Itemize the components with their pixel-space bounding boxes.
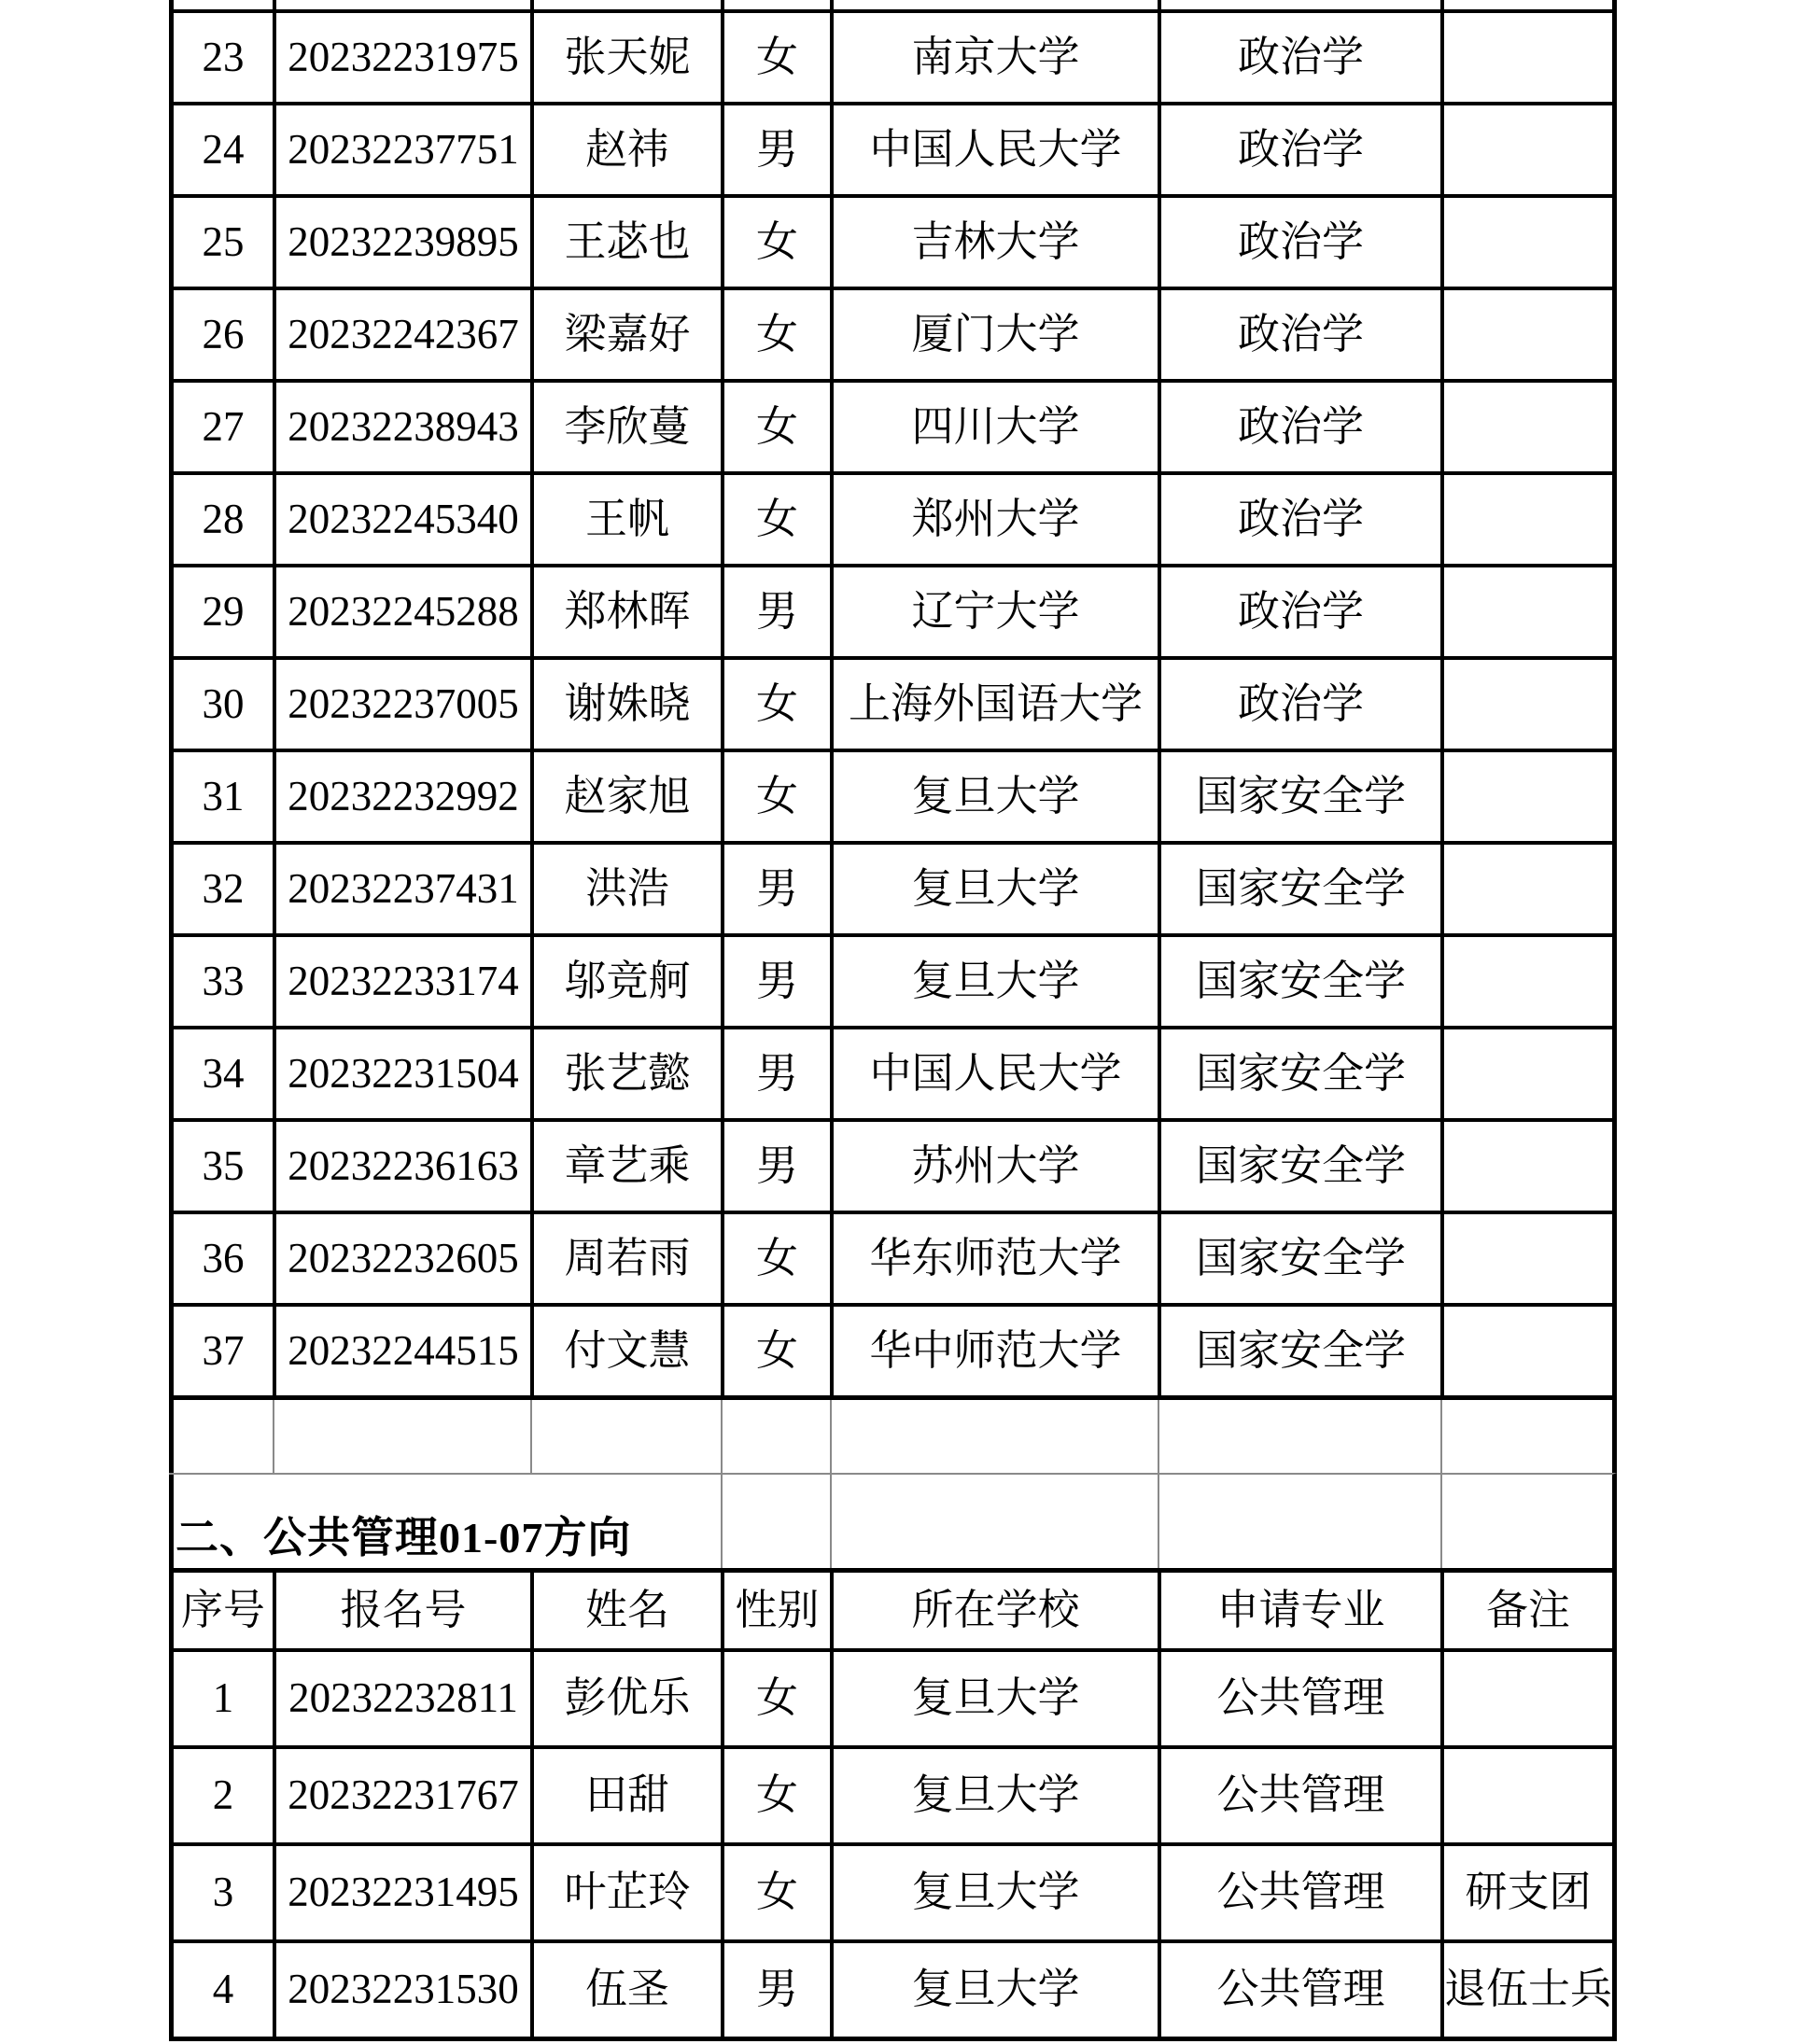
table-row (169, 1026, 1617, 1118)
section-title: 二、公共管理01-07方向 (169, 1475, 721, 1568)
section-title-row (169, 1473, 1617, 1568)
applicants-table (169, 0, 1617, 2041)
empty-cell (273, 0, 530, 9)
cell-major: 国家安全学 (1158, 1029, 1440, 1118)
cell-remark: 退伍士兵 (1440, 1943, 1612, 2037)
cell-school: 厦门大学 (830, 290, 1158, 379)
header-gender: 性别 (721, 1573, 830, 1648)
table-row (169, 1745, 1617, 1842)
cell-school: 复旦大学 (830, 1846, 1158, 1939)
header-registration-number: 报名号 (273, 1573, 530, 1648)
cell-registration-number: 20232237751 (273, 105, 530, 194)
cell-serial: 31 (169, 752, 273, 841)
cell-school: 复旦大学 (830, 1652, 1158, 1745)
empty-cell (1440, 1400, 1612, 1473)
cell-major: 政治学 (1158, 290, 1440, 379)
table-row (169, 564, 1617, 656)
cell-serial: 2 (169, 1749, 273, 1842)
cell-remark (1440, 1307, 1612, 1395)
cell-major: 政治学 (1158, 660, 1440, 749)
table-row (169, 102, 1617, 194)
cell-major: 国家安全学 (1158, 1122, 1440, 1211)
cell-remark (1440, 1652, 1612, 1745)
header-serial: 序号 (169, 1573, 273, 1648)
cell-registration-number: 20232231495 (273, 1846, 530, 1939)
cell-remark (1440, 1214, 1612, 1303)
table-row (169, 194, 1617, 287)
table-row (169, 1303, 1617, 1395)
cell-gender: 男 (721, 1122, 830, 1211)
cell-major: 公共管理 (1158, 1652, 1440, 1745)
cell-registration-number: 20232232811 (273, 1652, 530, 1745)
cell-remark (1440, 845, 1612, 933)
table-row (169, 287, 1617, 379)
cell-major: 国家安全学 (1158, 752, 1440, 841)
empty-cell (273, 1400, 530, 1473)
cell-gender: 女 (721, 475, 830, 564)
cell-registration-number: 20232236163 (273, 1122, 530, 1211)
cell-registration-number: 20232238943 (273, 383, 530, 471)
cell-school: 复旦大学 (830, 937, 1158, 1026)
table-row (169, 656, 1617, 749)
cell-remark (1440, 1029, 1612, 1118)
cell-gender: 女 (721, 1749, 830, 1842)
table2-body (169, 1648, 1617, 2037)
cell-registration-number: 20232232992 (273, 752, 530, 841)
empty-cell (1440, 1475, 1612, 1568)
empty-row (169, 1395, 1617, 1473)
cell-school: 复旦大学 (830, 1749, 1158, 1842)
cell-major: 国家安全学 (1158, 937, 1440, 1026)
cell-remark (1440, 105, 1612, 194)
cutoff-row (169, 0, 1617, 9)
cell-registration-number: 20232232605 (273, 1214, 530, 1303)
cell-gender: 男 (721, 1943, 830, 2037)
cell-major: 政治学 (1158, 475, 1440, 564)
empty-cell (1158, 1400, 1440, 1473)
empty-cell (530, 1400, 721, 1473)
table-row (169, 379, 1617, 471)
cell-major: 公共管理 (1158, 1846, 1440, 1939)
cell-name: 梁嘉好 (530, 290, 721, 379)
cell-remark (1440, 198, 1612, 287)
empty-cell (530, 0, 721, 9)
cell-gender: 女 (721, 198, 830, 287)
table-row (169, 1648, 1617, 1745)
cell-gender: 女 (721, 290, 830, 379)
cell-major: 政治学 (1158, 105, 1440, 194)
cell-registration-number: 20232245288 (273, 567, 530, 656)
cell-remark: 研支团 (1440, 1846, 1612, 1939)
empty-cell (830, 1475, 1158, 1568)
cell-major: 政治学 (1158, 567, 1440, 656)
cell-registration-number: 20232237431 (273, 845, 530, 933)
cell-school: 中国人民大学 (830, 105, 1158, 194)
empty-cell (830, 0, 1158, 9)
cell-name: 周若雨 (530, 1214, 721, 1303)
cell-remark (1440, 660, 1612, 749)
cell-gender: 男 (721, 105, 830, 194)
table-row (169, 933, 1617, 1026)
cell-gender: 女 (721, 13, 830, 102)
cell-serial: 3 (169, 1846, 273, 1939)
cell-school: 复旦大学 (830, 1943, 1158, 2037)
cell-school: 复旦大学 (830, 752, 1158, 841)
table-row (169, 1118, 1617, 1211)
cell-registration-number: 20232239895 (273, 198, 530, 287)
cell-school: 华东师范大学 (830, 1214, 1158, 1303)
cell-serial: 25 (169, 198, 273, 287)
cell-name: 田甜 (530, 1749, 721, 1842)
cell-serial: 32 (169, 845, 273, 933)
header-remark: 备注 (1440, 1573, 1612, 1648)
cell-remark (1440, 937, 1612, 1026)
cell-name: 彭优乐 (530, 1652, 721, 1745)
cell-school: 南京大学 (830, 13, 1158, 102)
cell-major: 公共管理 (1158, 1749, 1440, 1842)
cell-registration-number: 20232231530 (273, 1943, 530, 2037)
cell-remark (1440, 290, 1612, 379)
cell-name: 张天妮 (530, 13, 721, 102)
cell-serial: 34 (169, 1029, 273, 1118)
cell-name: 王帆 (530, 475, 721, 564)
cell-school: 中国人民大学 (830, 1029, 1158, 1118)
cell-remark (1440, 752, 1612, 841)
cell-gender: 女 (721, 1307, 830, 1395)
empty-cell (721, 1475, 830, 1568)
cell-name: 伍圣 (530, 1943, 721, 2037)
cell-serial: 35 (169, 1122, 273, 1211)
cell-gender: 男 (721, 567, 830, 656)
cell-serial: 27 (169, 383, 273, 471)
cell-remark (1440, 475, 1612, 564)
cell-gender: 女 (721, 383, 830, 471)
cell-school: 四川大学 (830, 383, 1158, 471)
cell-remark (1440, 13, 1612, 102)
empty-cell (721, 1400, 830, 1473)
cell-major: 政治学 (1158, 13, 1440, 102)
cell-gender: 男 (721, 937, 830, 1026)
table-row (169, 9, 1617, 102)
cell-name: 付文慧 (530, 1307, 721, 1395)
cell-major: 国家安全学 (1158, 1214, 1440, 1303)
table-row (169, 1939, 1617, 2037)
table-row (169, 1211, 1617, 1303)
empty-cell (1158, 1475, 1440, 1568)
empty-cell (830, 1400, 1158, 1473)
table1-body (169, 9, 1617, 1395)
cell-school: 苏州大学 (830, 1122, 1158, 1211)
cell-major: 国家安全学 (1158, 845, 1440, 933)
table-row (169, 749, 1617, 841)
cell-gender: 女 (721, 752, 830, 841)
cell-registration-number: 20232233174 (273, 937, 530, 1026)
cell-name: 郑林晖 (530, 567, 721, 656)
cell-registration-number: 20232231767 (273, 1749, 530, 1842)
cell-gender: 女 (721, 1214, 830, 1303)
cell-remark (1440, 1749, 1612, 1842)
cell-registration-number: 20232231504 (273, 1029, 530, 1118)
cell-major: 国家安全学 (1158, 1307, 1440, 1395)
cell-registration-number: 20232244515 (273, 1307, 530, 1395)
cell-gender: 男 (721, 845, 830, 933)
cell-registration-number: 20232237005 (273, 660, 530, 749)
cell-school: 辽宁大学 (830, 567, 1158, 656)
cell-remark (1440, 567, 1612, 656)
cell-name: 张艺懿 (530, 1029, 721, 1118)
cell-gender: 女 (721, 660, 830, 749)
header-major: 申请专业 (1158, 1573, 1440, 1648)
cell-name: 章艺乘 (530, 1122, 721, 1211)
cell-name: 邬竞舸 (530, 937, 721, 1026)
cell-serial: 4 (169, 1943, 273, 2037)
cell-school: 上海外国语大学 (830, 660, 1158, 749)
cell-registration-number: 20232231975 (273, 13, 530, 102)
cell-major: 公共管理 (1158, 1943, 1440, 2037)
cell-serial: 26 (169, 290, 273, 379)
cell-serial: 30 (169, 660, 273, 749)
cell-gender: 男 (721, 1029, 830, 1118)
empty-cell (169, 0, 273, 9)
table-row (169, 471, 1617, 564)
cell-remark (1440, 383, 1612, 471)
table-row (169, 841, 1617, 933)
cell-school: 华中师范大学 (830, 1307, 1158, 1395)
cell-school: 吉林大学 (830, 198, 1158, 287)
table-row (169, 1842, 1617, 1939)
header-name: 姓名 (530, 1573, 721, 1648)
cell-registration-number: 20232242367 (273, 290, 530, 379)
cell-serial: 37 (169, 1307, 273, 1395)
cell-remark (1440, 1122, 1612, 1211)
cell-serial: 36 (169, 1214, 273, 1303)
cell-name: 赵祎 (530, 105, 721, 194)
cell-name: 洪浩 (530, 845, 721, 933)
cell-serial: 33 (169, 937, 273, 1026)
cell-school: 郑州大学 (830, 475, 1158, 564)
cell-registration-number: 20232245340 (273, 475, 530, 564)
empty-cell (169, 1400, 273, 1473)
empty-cell (721, 0, 830, 9)
cell-gender: 女 (721, 1846, 830, 1939)
cell-school: 复旦大学 (830, 845, 1158, 933)
header-school: 所在学校 (830, 1573, 1158, 1648)
cell-name: 王苾也 (530, 198, 721, 287)
table2-header-row (169, 1568, 1617, 1648)
cell-serial: 28 (169, 475, 273, 564)
cell-major: 政治学 (1158, 198, 1440, 287)
empty-cell (1158, 0, 1440, 9)
cell-name: 赵家旭 (530, 752, 721, 841)
cell-serial: 1 (169, 1652, 273, 1745)
cell-major: 政治学 (1158, 383, 1440, 471)
cell-serial: 29 (169, 567, 273, 656)
cell-name: 谢姝晓 (530, 660, 721, 749)
cell-gender: 女 (721, 1652, 830, 1745)
cell-serial: 23 (169, 13, 273, 102)
empty-cell (1440, 0, 1612, 9)
cell-name: 李欣蔓 (530, 383, 721, 471)
cell-name: 叶芷玲 (530, 1846, 721, 1939)
cell-serial: 24 (169, 105, 273, 194)
